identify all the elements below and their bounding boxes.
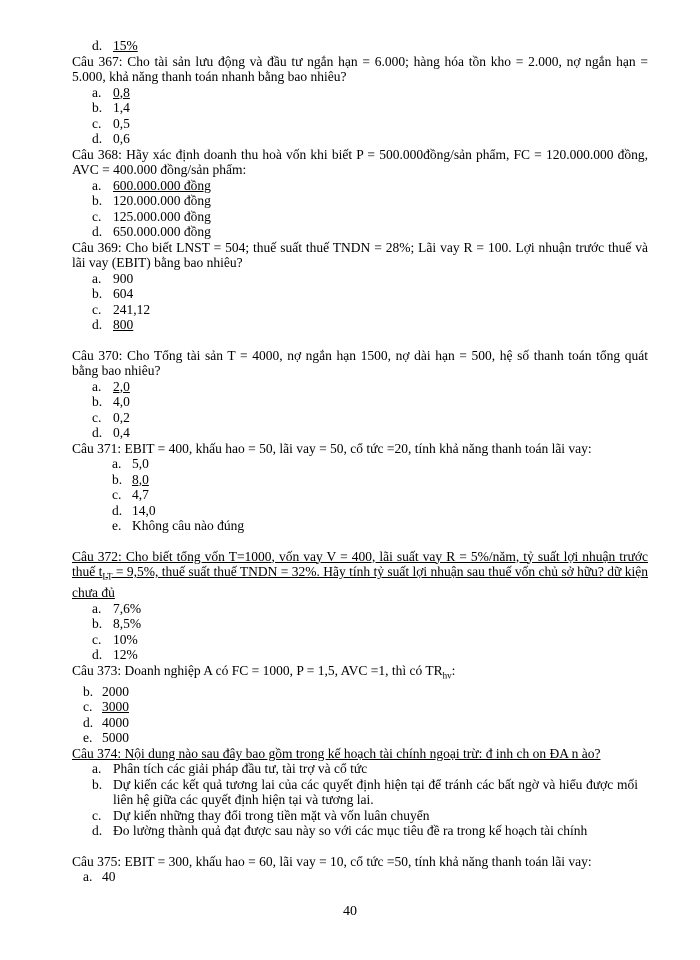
document-page bbox=[72, 38, 648, 885]
option: c. 10% bbox=[92, 631, 138, 647]
option: a. 600.000.000 đồng bbox=[92, 177, 211, 193]
option: d. 0,4 bbox=[92, 425, 130, 440]
option: c. 0,2 bbox=[92, 409, 130, 425]
option: d. 800 bbox=[92, 317, 134, 332]
option: a. 40 bbox=[83, 869, 116, 885]
option: c. Dự kiến những thay đổi trong tiền mặt và vốn luân chuyển bbox=[92, 807, 430, 823]
option: a. 900 bbox=[92, 270, 134, 286]
option: d. 0,6 bbox=[92, 131, 130, 146]
option: d. 12% bbox=[92, 647, 138, 663]
question-374: Câu 374: Nội dung nào sau đây bao gồm trong kế hoạch tài chính ngoại trừ: đ inh ch on ĐA n ào? bbox=[72, 745, 601, 761]
page-number: 40 bbox=[343, 904, 357, 919]
option: b. 120.000.000 đồng bbox=[92, 193, 211, 208]
option: e. 5000 bbox=[83, 730, 129, 746]
option: d. Đo lường thành quả đạt được sau này so với các mục tiêu đề ra trong kế hoạch tài chính bbox=[92, 823, 588, 839]
option: e. Không câu nào đúng bbox=[112, 518, 245, 533]
question-372: Câu 372: Cho biết tổng vốn T=1000, vốn vay V = 400, lãi suất vay R = 5%/năm, tỷ suất lợi nhuận trước thuế $t_{LT} = 9,5\%$, thuế suất thuế TNDN = 32%. Hãy tính tỷ suất lợi nhuận sau thuế vốn chủ sở hữu? dữ kiện chưa đủ bbox=[72, 548, 648, 601]
option-d-prev: d. 15% bbox=[92, 38, 138, 53]
option: d. 4000 bbox=[83, 714, 129, 730]
question-370: Câu 370: Cho Tổng tài sản T = 4000, nợ ngắn hạn 1500, nợ dài hạn = 500, hệ số thanh toán tổng quát bằng bao nhiêu? bbox=[72, 347, 648, 378]
option: b. 2000 bbox=[83, 683, 129, 699]
question-368: Câu 368: Hãy xác định doanh thu hoà vốn khi biết P = 500.000đồng/sản phẩm, FC = 120.000.000 đồng, AVC = 400.000 đồng/sản phẩm: bbox=[72, 146, 648, 177]
question-373: Câu 373: Doanh nghiệp A có FC = 1000, P = 1,5, AVC =1, thì có $TR_{hv}$: bbox=[72, 662, 456, 681]
option: b. 1,4 bbox=[92, 100, 130, 115]
option: c. 125.000.000 đồng bbox=[92, 208, 211, 224]
option: a. 5,0 bbox=[112, 456, 149, 471]
option: c. 3000 bbox=[83, 699, 129, 715]
option: c. 0,5 bbox=[92, 115, 130, 131]
option: b. Dự kiến các kết quả tương lai của các quyết định hiện tại để tránh các bất ngờ và hiểu được mối liên hệ giữa các quyết định hiện tại và tương lai. bbox=[92, 776, 638, 808]
option: d. 650.000.000 đồng bbox=[92, 224, 211, 239]
question-375: Câu 375: EBIT = 300, khấu hao = 60, lãi vay = 10, cổ tức =50, tính khả năng thanh toán lãi vay: bbox=[72, 853, 592, 869]
option: a. 2,0 bbox=[92, 378, 130, 394]
question-369: Câu 369: Cho biết LNST = 504; thuế suất thuế TNDN = 28%; Lãi vay R = 100. Lợi nhuận trước thuế và lãi vay (EBIT) bằng bao nhiêu? bbox=[72, 239, 648, 270]
option: b. 604 bbox=[92, 286, 134, 301]
option: a. 7,6% bbox=[92, 600, 142, 616]
option: c. 4,7 bbox=[112, 487, 149, 502]
option: b. 8,0 bbox=[112, 471, 149, 487]
option: a. Phân tích các giải pháp đầu tư, tài trợ và cổ tức bbox=[92, 761, 368, 777]
option: a. 0,8 bbox=[92, 84, 130, 100]
option: c. 241,12 bbox=[92, 301, 151, 317]
option: b. 4,0 bbox=[92, 394, 130, 409]
option: b. 8,5% bbox=[92, 616, 142, 632]
question-371: Câu 371: EBIT = 400, khấu hao = 50, lãi vay = 50, cổ tức =20, tính khả năng thanh toán lãi vay: bbox=[72, 440, 592, 456]
option: d. 14,0 bbox=[112, 502, 156, 518]
question-367: Câu 367: Cho tài sản lưu động và đầu tư ngắn hạn = 6.000; hàng hóa tồn kho = 2.000, nợ ngắn hạn = 5.000, khả năng thanh toán nhanh bằng bao nhiêu? bbox=[72, 53, 648, 84]
